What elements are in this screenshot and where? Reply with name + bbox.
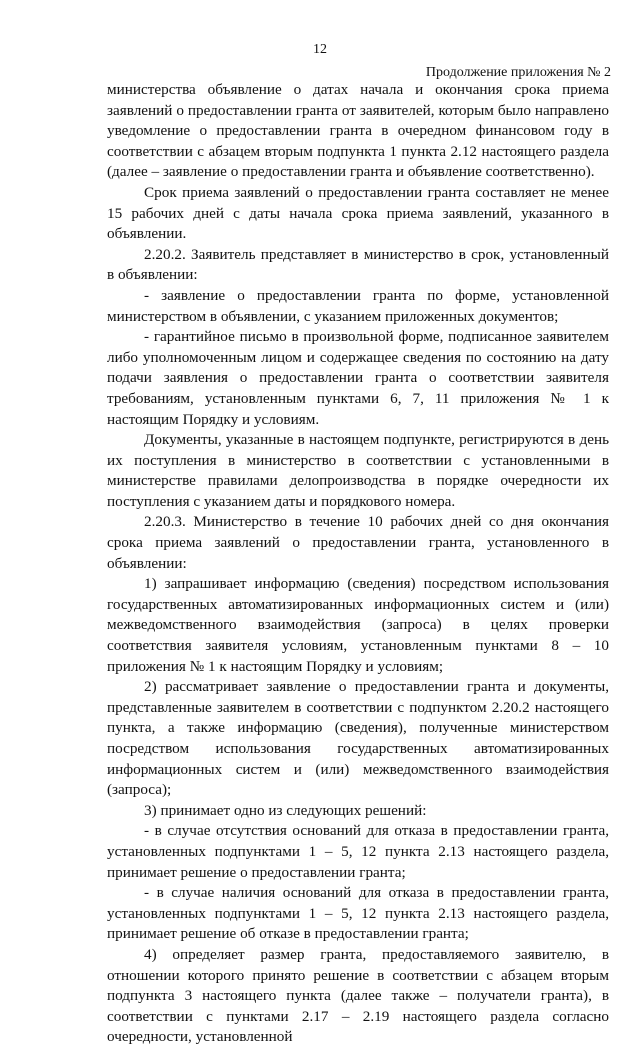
paragraph: Срок приема заявлений о предоставлении гранта составляет не менее 15 рабочих дней с даты начала срока приема заявлений, указанного в объявлении.	[107, 183, 609, 243]
list-item: - заявление о предоставлении гранта по форме, установленной министерством в объявлении, с указанием приложенных документов;	[107, 286, 609, 325]
list-item: 4) определяет размер гранта, предоставляемого заявителю, в отношении которого принято решение в соответствии с абзацем вторым подпункта 3 настоящего пункта (далее также – получатели гранта), в соответствии с пунктами 2.17 – 2.19 настоящего раздела согласно очередности, установленной	[107, 945, 609, 1046]
document-body	[107, 80, 609, 1048]
list-item: 1) запрашивает информацию (сведения) посредством использования государственных автоматизированных информационных систем и (или) межведомственного взаимодействия (запроса) в целях проверки соответствия заявителя условиям, установленным пунктами 8 – 10 приложения № 1 к настоящим Порядку и условиям;	[107, 575, 609, 675]
paragraph: Документы, указанные в настоящем подпункте, регистрируются в день их поступления в министерство в соответствии с установленными в министерстве правилами делопроизводства в порядке очередности их поступления с указанием даты и порядкового номера.	[107, 431, 609, 510]
list-item: - гарантийное письмо в произвольной форме, подписанное заявителем либо уполномоченным лицом и содержащее сведения по состоянию на дату подачи заявления о предоставлении гранта о соответствии заявителя требованиям, установленным пунктами 6, 7, 11 приложения № 1 к настоящим Порядку и условиям.	[107, 328, 609, 428]
paragraph: 2.20.3. Министерство в течение 10 рабочих дней со дня окончания срока приема заявлений о предоставлении гранта, установленного в объявлении:	[107, 513, 609, 572]
appendix-continuation-note: Продолжение приложения № 2	[425, 65, 611, 80]
list-item: - в случае наличия оснований для отказа в предоставлении гранта, установленных подпунктами 1 – 5, 12 пункта 2.13 настоящего раздела, принимает решение об отказе в предоставлении гранта;	[107, 884, 609, 943]
paragraph: министерства объявление о датах начала и окончания срока приема заявлений о предоставлении гранта от заявителей, которым было направлено уведомление о предоставлении гранта в очередном финансовом году в соответствии с абзацем вторым подпункта 1 пункта 2.12 настоящего раздела (далее – заявление о предоставлении гранта и объявление соответственно).	[107, 81, 609, 181]
list-item: 3) принимает одно из следующих решений:	[144, 801, 427, 819]
list-item: - в случае отсутствия оснований для отказа в предоставлении гранта, установленных подпунктами 1 – 5, 12 пункта 2.13 настоящего раздела, принимает решение о предоставлении гранта;	[107, 822, 609, 881]
paragraph: 2.20.2. Заявитель представляет в министерство в срок, установленный в объявлении:	[107, 245, 609, 284]
list-item: 2) рассматривает заявление о предоставлении гранта и документы, представленные заявителем в соответствии с подпунктом 2.20.2 настоящего пункта, а также информацию (сведения), полученные министерством посредством использования государственных автоматизированных информационных систем и (или) межведомственного взаимодействия (запроса);	[107, 678, 609, 799]
page-number: 12	[313, 42, 327, 57]
